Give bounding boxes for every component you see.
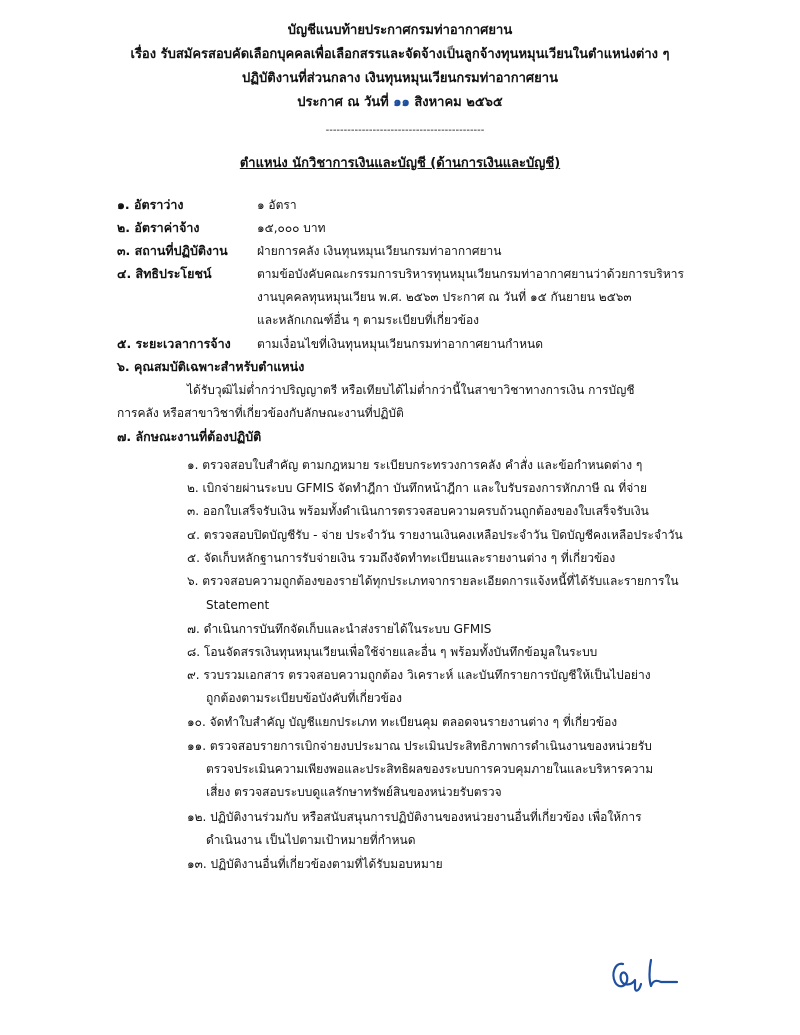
item-value-benefits-line2: งานบุคคลทุนหมุนเวียน พ.ศ. ๒๕๖๓ ประกาศ ณ วันที่ ๑๕ กันยายน ๒๕๖๓: [257, 290, 632, 304]
task-item: ๖. ตรวจสอบความถูกต้องของรายได้ทุกประเภทจากรายละเอียดการแจ้งหนี้ที่ได้รับและรายการใน: [187, 574, 679, 588]
task-item-continuation: เสี่ยง ตรวจสอบระบบดูแลรักษาทรัพย์สินของหน่วยรับตรวจ: [206, 785, 502, 799]
qualifications-line2: การคลัง หรือสาขาวิชาที่เกี่ยวข้องกับลักษณะงานที่ปฏิบัติ: [117, 406, 404, 420]
position-title-text: ตำแหน่ง นักวิชาการเงินและบัญชี (ด้านการเงินและบัญชี): [239, 156, 561, 171]
header-divider: --------------------------------------------: [325, 125, 485, 136]
task-item: ๒. เบิกจ่ายผ่านระบบ GFMIS จัดทำฎีกา บันทึกหน้าฎีกา และใบรับรองการหักภาษี ณ ที่จ่าย: [187, 481, 648, 495]
header-subject: เรื่อง รับสมัครสอบคัดเลือกบุคคลเพื่อเลือกสรรและจัดจ้างเป็นลูกจ้างทุนหมุนเวียนในตำแหน่งต่าง ๆ: [130, 47, 670, 62]
task-item: ๘. โอนจัดสรรเงินทุนหมุนเวียนเพื่อใช้จ่ายและอื่น ๆ พร้อมทั้งบันทึกข้อมูลในระบบ: [187, 645, 598, 659]
task-item-continuation: ดำเนินงาน เป็นไปตามเป้าหมายที่กำหนด: [206, 833, 416, 847]
task-item: ๔. ตรวจสอบปิดบัญชีรับ - จ่าย ประจำวัน รายงานเงินคงเหลือประจำวัน ปิดบัญชีคงเหลือประจำวัน: [187, 528, 683, 542]
task-item: ๑. ตรวจสอบใบสำคัญ ตามกฎหมาย ระเบียบกระทรวงการคลัง คำสั่ง และข้อกำหนดต่าง ๆ: [187, 458, 643, 472]
task-item: ๑๐. จัดทำใบสำคัญ บัญชีแยกประเภท ทะเบียนคุม ตลอดจนรายงานต่าง ๆ ที่เกี่ยวข้อง: [187, 715, 618, 729]
item-value-duration: ตามเงื่อนไขที่เงินทุนหมุนเวียนกรมท่าอากาศยานกำหนด: [257, 337, 544, 351]
header-location: ปฏิบัติงานที่ส่วนกลาง เงินทุนหมุนเวียนกรมท่าอากาศยาน: [242, 71, 558, 86]
task-item: ๑๓. ปฏิบัติงานอื่นที่เกี่ยวข้องตามที่ได้รับมอบหมาย: [187, 857, 443, 871]
item-value-benefits-line3: และหลักเกณฑ์อื่น ๆ ตามระเบียบที่เกี่ยวข้อง: [257, 313, 480, 327]
date-suffix: สิงหาคม ๒๕๖๕: [414, 95, 503, 110]
item-label-benefits: ๔. สิทธิประโยชน์: [117, 266, 212, 281]
task-item: ๑๑. ตรวจสอบรายการเบิกจ่ายงบประมาณ ประเมินประสิทธิภาพการดำเนินงานของหน่วยรับ: [187, 739, 652, 753]
qualifications-line1: ได้รับวุฒิไม่ต่ำกว่าปริญญาตรี หรือเทียบได้ไม่ต่ำกว่านี้ในสาขาวิชาทางการเงิน การบัญชี: [187, 383, 635, 397]
item-value-wage: ๑๕,๐๐๐ บาท: [257, 221, 326, 235]
task-item: ๙. รวบรวมเอกสาร ตรวจสอบความถูกต้อง วิเคราะห์ และบันทึกรายการบัญชีให้เป็นไปอย่าง: [187, 668, 651, 682]
signature-icon: [605, 950, 685, 1000]
duties-heading: ๗. ลักษณะงานที่ต้องปฏิบัติ: [117, 429, 262, 444]
item-label-duration: ๕. ระยะเวลาการจ้าง: [117, 336, 231, 351]
task-item-continuation: Statement: [206, 598, 270, 612]
task-item: ๓. ออกใบเสร็จรับเงิน พร้อมทั้งดำเนินการตรวจสอบความครบถ้วนถูกต้องของใบเสร็จรับเงิน: [187, 504, 649, 518]
item-label-wage: ๒. อัตราค่าจ้าง: [117, 220, 200, 235]
position-title: [0, 152, 800, 173]
date-prefix: ประกาศ ณ วันที่: [297, 95, 389, 110]
task-item: ๕. จัดเก็บหลักฐานการรับจ่ายเงิน รวมถึงจัดทำทะเบียนและรายงานต่าง ๆ ที่เกี่ยวข้อง: [187, 551, 616, 565]
task-item-continuation: ถูกต้องตามระเบียบข้อบังคับที่เกี่ยวข้อง: [206, 691, 402, 705]
item-label-vacancy: ๑. อัตราว่าง: [117, 197, 184, 212]
item-value-vacancy: ๑ อัตรา: [257, 198, 297, 212]
qualifications-heading: ๖. คุณสมบัติเฉพาะสำหรับตำแหน่ง: [117, 359, 305, 374]
item-value-workplace: ฝ่ายการคลัง เงินทุนหมุนเวียนกรมท่าอากาศยาน: [257, 244, 502, 258]
header-annex-title: บัญชีแนบท้ายประกาศกรมท่าอากาศยาน: [287, 23, 513, 38]
task-item-continuation: ตรวจประเมินความเพียงพอและประสิทธิผลของระบบการควบคุมภายในและบริหารความ: [206, 762, 654, 776]
header-announce-date: [0, 92, 800, 114]
task-item: ๑๒. ปฏิบัติงานร่วมกับ หรือสนับสนุนการปฏิบัติงานของหน่วยงานอื่นที่เกี่ยวข้อง เพื่อให้การ: [187, 810, 642, 824]
date-day: ๑๑: [393, 95, 410, 110]
item-value-benefits-line1: ตามข้อบังคับคณะกรรมการบริหารทุนหมุนเวียนกรมท่าอากาศยานว่าด้วยการบริหาร: [257, 267, 684, 281]
item-label-workplace: ๓. สถานที่ปฏิบัติงาน: [117, 243, 228, 258]
task-item: ๗. ดำเนินการบันทึกจัดเก็บและนำส่งรายได้ในระบบ GFMIS: [187, 622, 492, 636]
